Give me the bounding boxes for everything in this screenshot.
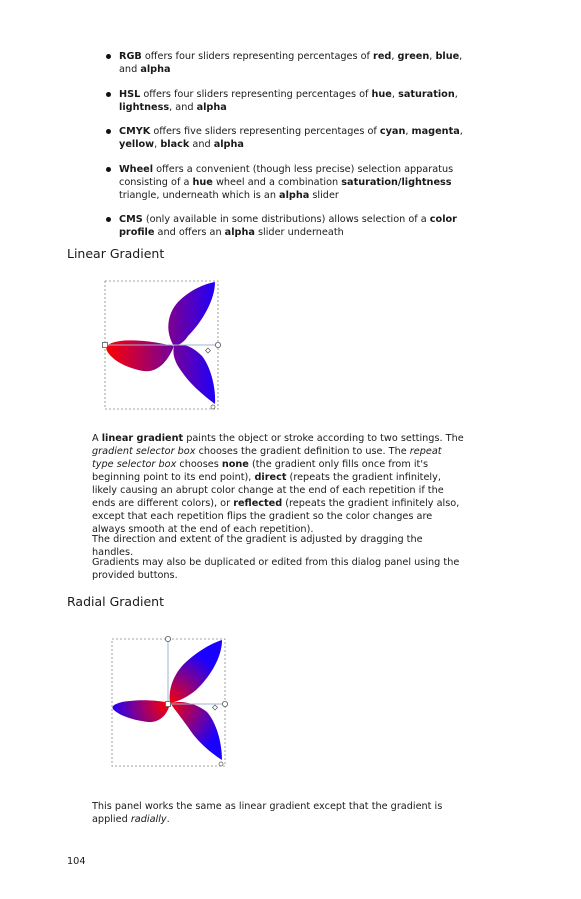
linear-gradient-figure bbox=[98, 276, 224, 414]
page-number: 104 bbox=[67, 856, 86, 867]
term-cmyk: CMYK bbox=[119, 126, 151, 137]
direction-paragraph: The direction and extent of the gradient is adjusted by dragging the handles. bbox=[92, 534, 423, 558]
bbox-handle-corner[interactable] bbox=[211, 405, 215, 409]
radial-gradient-paragraph: This panel works the same as linear gradient except that the gradient is applied radially. bbox=[92, 801, 443, 825]
color-mode-list bbox=[92, 50, 472, 251]
list-item-hsl: HSL offers four sliders representing percentages of hue, saturation, lightness, and alpha bbox=[92, 88, 472, 114]
linear-gradient-paragraph: A linear gradient paints the object or stroke according to two settings. The gradient selector box chooses the gradient definition to use. The repeat type selector box chooses none (the gradient only fills once from it's beginning point to its end point), direct (repeats the gradient infinitely, likely causing an abrupt color change at the end of each repetition if the ends are different colors), or reflected (repeats the gradient infinitely also, except that each repetition flips the gradient so the color changes are always smooth at the end of each repetition). bbox=[92, 433, 464, 535]
radial-gradient-figure bbox=[104, 632, 232, 770]
term-cms: CMS bbox=[119, 214, 143, 225]
radius-handle-right[interactable] bbox=[222, 701, 227, 706]
petal-bottom bbox=[173, 345, 215, 404]
list-item-cmyk: CMYK offers five sliders representing percentages of cyan, magenta, yellow, black and alpha bbox=[92, 125, 472, 151]
linear-gradient-heading: Linear Gradient bbox=[67, 246, 165, 261]
list-item-cms: CMS (only available in some distributions) allows selection of a color profile and offers an alpha slider underneath bbox=[92, 213, 472, 239]
duplicate-paragraph: Gradients may also be duplicated or edited from this dialog panel using the provided buttons. bbox=[92, 557, 460, 581]
term-wheel: Wheel bbox=[119, 163, 154, 175]
focus-handle[interactable] bbox=[213, 705, 218, 710]
petal-bottom bbox=[170, 702, 222, 760]
radius-handle-top[interactable] bbox=[165, 636, 170, 641]
center-handle[interactable] bbox=[166, 702, 171, 707]
gradient-start-handle[interactable] bbox=[103, 343, 108, 348]
petal-left bbox=[112, 700, 170, 722]
petal-top bbox=[168, 282, 215, 346]
list-item-rgb: RGB offers four sliders representing percentages of red, green, blue, and alpha bbox=[92, 50, 472, 76]
term-rgb: RGB bbox=[119, 51, 142, 62]
radial-gradient-heading: Radial Gradient bbox=[67, 594, 164, 609]
bbox-handle-corner[interactable] bbox=[219, 762, 223, 766]
list-item-wheel: Wheel offers a convenient (though less precise) selection apparatus consisting of a hue wheel and a combination saturation/lightness triangle, underneath which is an alpha slider bbox=[92, 163, 472, 202]
petal-top bbox=[170, 640, 222, 703]
bbox-handle-right[interactable] bbox=[206, 348, 211, 353]
term-hsl: HSL bbox=[119, 88, 141, 100]
gradient-end-handle[interactable] bbox=[215, 342, 220, 347]
